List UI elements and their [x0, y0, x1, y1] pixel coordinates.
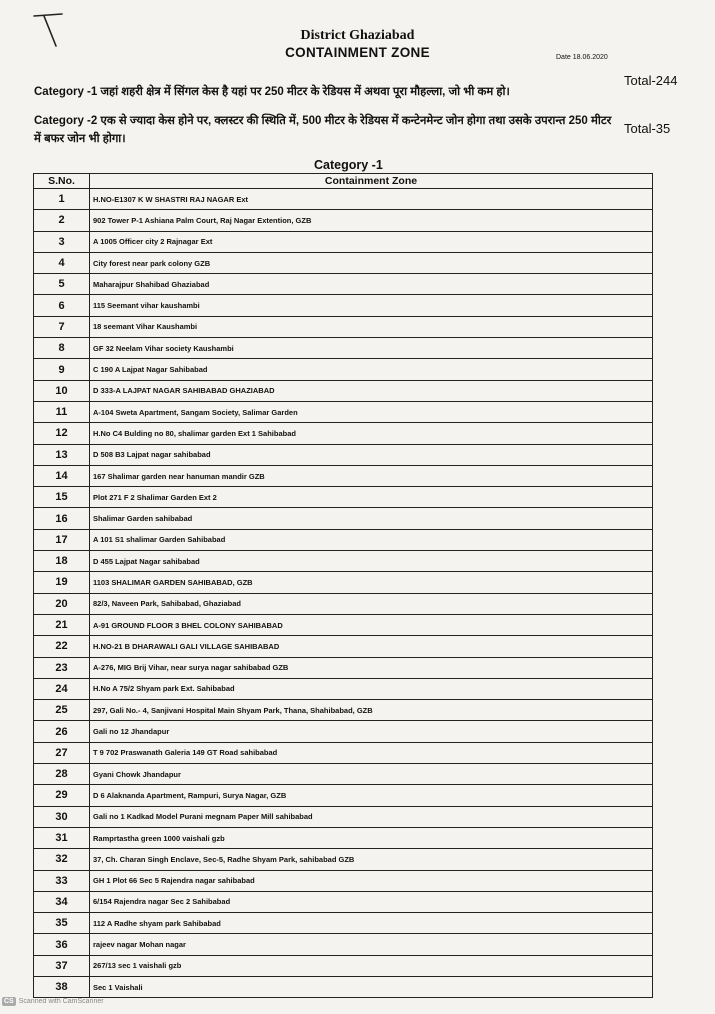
containment-zone-table	[33, 173, 653, 998]
row-address: GH 1 Plot 66 Sec 5 Rajendra nagar sahibabad	[90, 870, 653, 891]
row-number: 38	[34, 976, 90, 997]
table-header-row	[34, 174, 653, 189]
table-row	[34, 614, 653, 635]
table-row	[34, 487, 653, 508]
row-number: 10	[34, 380, 90, 401]
table-row	[34, 593, 653, 614]
row-number: 3	[34, 231, 90, 252]
row-number: 34	[34, 891, 90, 912]
row-number: 30	[34, 806, 90, 827]
table-row	[34, 955, 653, 976]
table-title: Category -1	[314, 158, 383, 172]
row-number: 11	[34, 401, 90, 422]
row-address: H.No A 75/2 Shyam park Ext. Sahibabad	[90, 678, 653, 699]
total-category-2: Total-35	[624, 121, 671, 136]
row-address: Gali no 12 Jhandapur	[90, 721, 653, 742]
district-title: District Ghaziabad	[300, 28, 415, 43]
row-number: 23	[34, 657, 90, 678]
table-row	[34, 529, 653, 550]
row-number: 17	[34, 529, 90, 550]
table-row	[34, 891, 653, 912]
row-number: 9	[34, 359, 90, 380]
row-number: 1	[34, 189, 90, 210]
row-address: H.NO-E1307 K W SHASTRI RAJ NAGAR Ext	[90, 189, 653, 210]
row-number: 5	[34, 274, 90, 295]
table-row	[34, 551, 653, 572]
scanner-text: Scanned with CamScanner	[18, 998, 104, 1005]
row-address: 902 Tower P-1 Ashiana Palm Court, Raj Nagar Extention, GZB	[90, 210, 653, 231]
category-1-description: Category -1 जहां शहरी क्षेत्र में सिंगल केस है यहां पर 250 मीटर के रेडियस में अथवा पूरा मौहल्ला, जो भी कम हो।	[34, 86, 510, 98]
row-address: 6/154 Rajendra nagar Sec 2 Sahibabad	[90, 891, 653, 912]
row-number: 26	[34, 721, 90, 742]
row-number: 19	[34, 572, 90, 593]
row-number: 28	[34, 764, 90, 785]
table-row	[34, 764, 653, 785]
table-row	[34, 189, 653, 210]
row-address: A-276, MIG Brij Vihar, near surya nagar sahibabad GZB	[90, 657, 653, 678]
scanner-footer	[2, 997, 104, 1006]
table-row	[34, 742, 653, 763]
row-address: 18 seemant Vihar Kaushambi	[90, 316, 653, 337]
row-number: 22	[34, 636, 90, 657]
table-row	[34, 401, 653, 422]
row-number: 21	[34, 614, 90, 635]
table-row	[34, 572, 653, 593]
row-address: 167 Shalimar garden near hanuman mandir GZB	[90, 465, 653, 486]
row-address: D 455 Lajpat Nagar sahibabad	[90, 551, 653, 572]
table-row	[34, 316, 653, 337]
row-number: 13	[34, 444, 90, 465]
table-row	[34, 444, 653, 465]
camscanner-logo-icon: CS	[4, 998, 14, 1005]
row-number: 8	[34, 338, 90, 359]
row-number: 24	[34, 678, 90, 699]
row-address: Plot 271 F 2 Shalimar Garden Ext 2	[90, 487, 653, 508]
row-address: Ramprtastha green 1000 vaishali gzb	[90, 827, 653, 848]
table-row	[34, 508, 653, 529]
column-header-zone: Containment Zone	[90, 174, 653, 189]
row-address: 37, Ch. Charan Singh Enclave, Sec-5, Radhe Shyam Park, sahibabad GZB	[90, 849, 653, 870]
row-address: D 508 B3 Lajpat nagar sahibabad	[90, 444, 653, 465]
table-row	[34, 338, 653, 359]
row-address: T 9 702 Praswanath Galeria 149 GT Road sahibabad	[90, 742, 653, 763]
table-row	[34, 678, 653, 699]
table-row	[34, 380, 653, 401]
table-row	[34, 657, 653, 678]
row-address: 267/13 sec 1 vaishali gzb	[90, 955, 653, 976]
row-number: 31	[34, 827, 90, 848]
category-2-description: Category -2 एक से ज्यादा केस होने पर, क्लस्टर की स्थिति में, 500 मीटर के रेडियस में कन्टेनमेन्ट जोन होगा तथा उसके उपरान्त 250 मीटर में बफर जोन भी होगा।	[34, 115, 612, 145]
row-number: 35	[34, 913, 90, 934]
row-address: H.No C4 Bulding no 80, shalimar garden Ext 1 Sahibabad	[90, 423, 653, 444]
table-row	[34, 785, 653, 806]
table-row	[34, 252, 653, 273]
row-number: 7	[34, 316, 90, 337]
row-number: 32	[34, 849, 90, 870]
table-row	[34, 465, 653, 486]
row-address: A 101 S1 shalimar Garden Sahibabad	[90, 529, 653, 550]
row-address: 1103 SHALIMAR GARDEN SAHIBABAD, GZB	[90, 572, 653, 593]
row-address: City forest near park colony GZB	[90, 252, 653, 273]
row-number: 29	[34, 785, 90, 806]
row-address: D 333-A LAJPAT NAGAR SAHIBABAD GHAZIABAD	[90, 380, 653, 401]
table-row	[34, 423, 653, 444]
table-row	[34, 700, 653, 721]
row-address: Sec 1 Vaishali	[90, 976, 653, 997]
document-date: Date 18.06.2020	[556, 54, 608, 61]
column-header-sno: S.No.	[34, 174, 90, 189]
row-number: 4	[34, 252, 90, 273]
row-number: 25	[34, 700, 90, 721]
row-address: 297, Gali No.- 4, Sanjivani Hospital Main Shyam Park, Thana, Shahibabad, GZB	[90, 700, 653, 721]
row-number: 18	[34, 551, 90, 572]
table-row	[34, 295, 653, 316]
row-number: 33	[34, 870, 90, 891]
table-row	[34, 849, 653, 870]
row-address: Gali no 1 Kadkad Model Purani megnam Paper Mill sahibabad	[90, 806, 653, 827]
table-row	[34, 827, 653, 848]
row-address: A 1005 Officer city 2 Rajnagar Ext	[90, 231, 653, 252]
row-address: D 6 Alaknanda Apartment, Rampuri, Surya Nagar, GZB	[90, 785, 653, 806]
containment-zone-title: CONTAINMENT ZONE	[285, 45, 430, 60]
row-address: 112 A Radhe shyam park Sahibabad	[90, 913, 653, 934]
row-number: 16	[34, 508, 90, 529]
row-number: 37	[34, 955, 90, 976]
row-address: 115 Seemant vihar kaushambi	[90, 295, 653, 316]
row-number: 27	[34, 742, 90, 763]
row-number: 6	[34, 295, 90, 316]
table-row	[34, 721, 653, 742]
table-row	[34, 636, 653, 657]
total-category-1: Total-244	[624, 73, 678, 88]
row-address: C 190 A Lajpat Nagar Sahibabad	[90, 359, 653, 380]
table-row	[34, 806, 653, 827]
table-row	[34, 359, 653, 380]
row-number: 20	[34, 593, 90, 614]
row-address: 82/3, Naveen Park, Sahibabad, Ghaziabad	[90, 593, 653, 614]
row-address: A-91 GROUND FLOOR 3 BHEL COLONY SAHIBABAD	[90, 614, 653, 635]
table-row	[34, 976, 653, 997]
table-row	[34, 934, 653, 955]
table-row	[34, 231, 653, 252]
row-address: rajeev nagar Mohan nagar	[90, 934, 653, 955]
row-number: 36	[34, 934, 90, 955]
row-address: Gyani Chowk Jhandapur	[90, 764, 653, 785]
row-address: Shalimar Garden sahibabad	[90, 508, 653, 529]
row-address: Maharajpur Shahibad Ghaziabad	[90, 274, 653, 295]
row-number: 15	[34, 487, 90, 508]
row-address: A-104 Sweta Apartment, Sangam Society, Salimar Garden	[90, 401, 653, 422]
row-address: GF 32 Neelam Vihar society Kaushambi	[90, 338, 653, 359]
row-address: H.NO-21 B DHARAWALI GALI VILLAGE SAHIBABAD	[90, 636, 653, 657]
table-body	[34, 189, 653, 998]
row-number: 14	[34, 465, 90, 486]
table-row	[34, 210, 653, 231]
row-number: 12	[34, 423, 90, 444]
table-row	[34, 870, 653, 891]
row-number: 2	[34, 210, 90, 231]
table-row	[34, 274, 653, 295]
table-row	[34, 913, 653, 934]
